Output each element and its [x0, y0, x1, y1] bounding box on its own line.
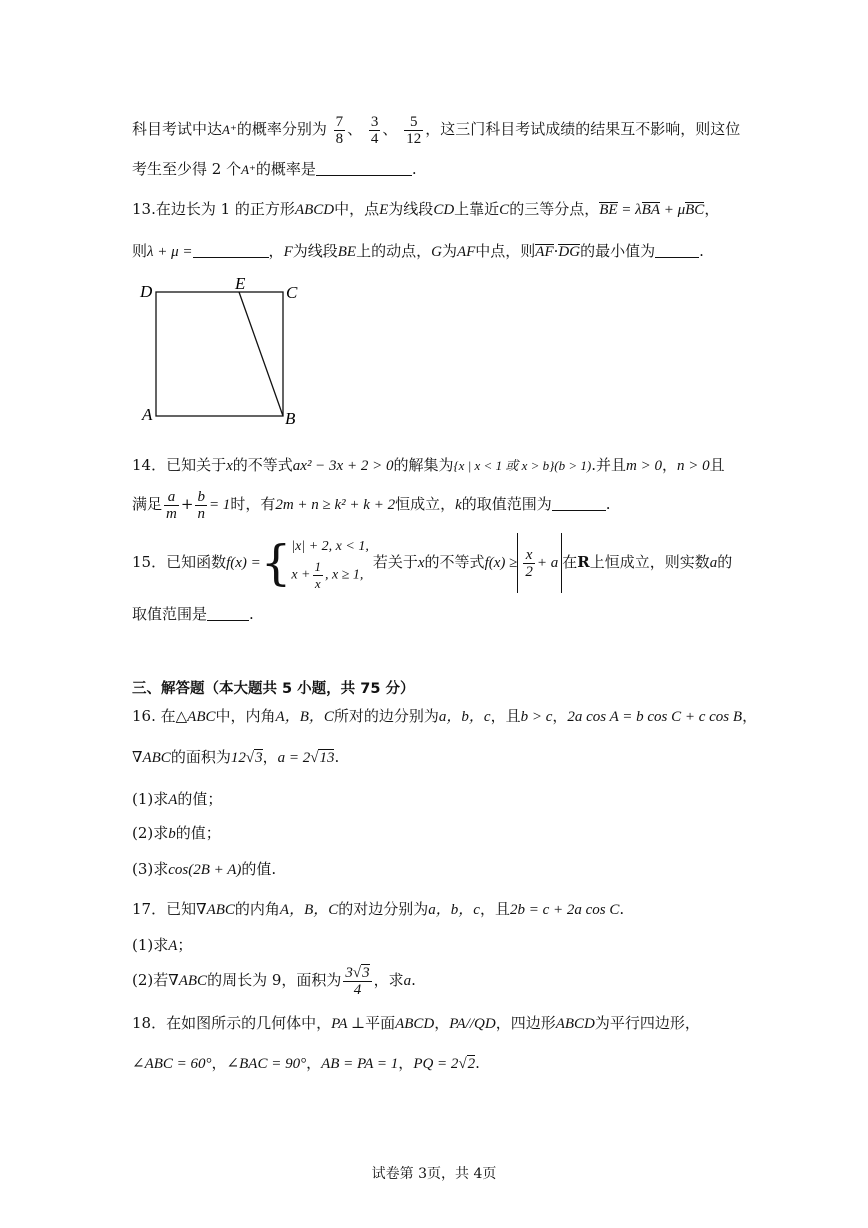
text: ，这三门科目考试成绩的结果互不影响，则这位	[425, 120, 741, 138]
answer-blank[interactable]	[552, 496, 606, 511]
q17-part2: (2)若∇ABC的周长为 9，面积为 $\frac{3√3}{4}$ ，求a.	[132, 964, 416, 998]
fraction-area: $\frac{3√3}{4}$	[345, 964, 370, 998]
q16-line2: ∇ABC的面积为12√3，a = 2√13.	[132, 748, 340, 766]
q12-line1	[132, 112, 740, 147]
fraction-5-12: $\frac{5}{12}$	[406, 113, 422, 147]
vector-bc: BC	[685, 202, 705, 218]
absolute-value: $\frac{x}{2}$ + a	[517, 533, 562, 593]
label-b: B	[285, 409, 296, 428]
fraction-7-8: $\frac{7}{8}$	[335, 113, 344, 147]
q12-line2	[132, 158, 417, 179]
fraction-a-m: $\frac{a}{m}$	[166, 488, 177, 522]
a-plus: A⁺	[241, 162, 256, 177]
vector-af: AF	[535, 244, 554, 260]
vector-be: BE	[599, 202, 618, 218]
label-d: D	[140, 282, 153, 301]
q15-line2: 取值范围是 .	[132, 605, 254, 623]
label-e: E	[235, 274, 246, 293]
text: 科目考试中达	[132, 120, 223, 138]
q17-part1: (1)求A；	[132, 936, 193, 954]
q18-line1: 18．在如图所示的几何体中，PA ⊥平面ABCD，PA//QD，四边形ABCD为平行四边形，	[132, 1014, 700, 1032]
separator: 、	[347, 120, 363, 138]
text: 的概率分别为	[236, 120, 327, 138]
q16-line1: 16. 在△ABC中，内角A，B，C所对的边分别为a，b，c，且b > c，2a cos A = b cos C + c cos B，	[132, 707, 758, 725]
q13-line1: 13.在边长为 1 的正方形ABCD中，点E为线段CD上靠近C的三等分点，BE = λBA + μBC，	[132, 200, 720, 218]
piecewise-cases: |x| + 2, x < 1, x + $\frac{1}{x}$ , x ≥ 1,	[291, 538, 369, 591]
label-a: A	[142, 405, 153, 424]
answer-blank[interactable]	[193, 243, 269, 258]
q16-part3: (3)求cos(2B + A)的值.	[132, 860, 277, 878]
q17-line1: 17．已知∇ABC的内角A，B，C的对边分别为a，b，c，且2b = c + 2a cos C.	[132, 900, 625, 918]
square-abcd	[156, 292, 283, 416]
fraction-3-4: $\frac{3}{4}$	[370, 113, 379, 147]
separator: 、	[382, 120, 398, 138]
text: .	[411, 160, 417, 178]
left-brace: {	[260, 535, 292, 591]
q16-part1: (1)求A的值；	[132, 790, 223, 808]
text: 考生至少得 2 个	[132, 160, 242, 178]
vector-dg: DG	[558, 244, 581, 260]
q16-part2: (2)求b的值；	[132, 824, 221, 842]
section-title: 三、解答题（本大题共 5 小题，共 75 分）	[132, 681, 415, 697]
square-figure	[130, 272, 310, 432]
answer-blank[interactable]	[207, 606, 249, 621]
q13-line2: 则λ + μ = ，F为线段BE上的动点，G为AF中点，则AF·DG的最小值为 .	[132, 242, 704, 260]
answer-blank[interactable]	[316, 161, 412, 176]
segment-be	[239, 292, 283, 416]
vector-ba: BA	[641, 202, 660, 218]
page-footer: 试卷第 3页，共 4页	[371, 1166, 497, 1182]
text: 的概率是	[255, 160, 316, 178]
fraction-b-n: $\frac{b}{n}$	[197, 488, 205, 522]
answer-blank[interactable]	[655, 243, 699, 258]
q15-line1: 15．已知函数f(x) ={ |x| + 2, x < 1, x + $\frac{1}{x}$ , x ≥ 1, 若关于x的不等式f(x) ≥ $\frac{x}{2}$ + a 在R上恒成立，则实数a的	[132, 535, 733, 591]
q18-line2: ∠ABC = 60°，∠BAC = 90°，AB = PA = 1，PQ = 2√2.	[132, 1054, 480, 1072]
q14-line2: 满足 $\frac{a}{m}$ + $\frac{b}{n}$ = 1时，有2m + n ≥ k² + k + 2恒成立，k的取值范围为 .	[132, 488, 611, 522]
a-plus: A⁺	[222, 122, 237, 137]
q14-line1: 14．已知关于x的不等式ax² − 3x + 2 > 0的解集为{x | x < 1 或 x > b}(b > 1).并且m > 0，n > 0且	[132, 456, 725, 474]
label-c: C	[286, 283, 298, 302]
